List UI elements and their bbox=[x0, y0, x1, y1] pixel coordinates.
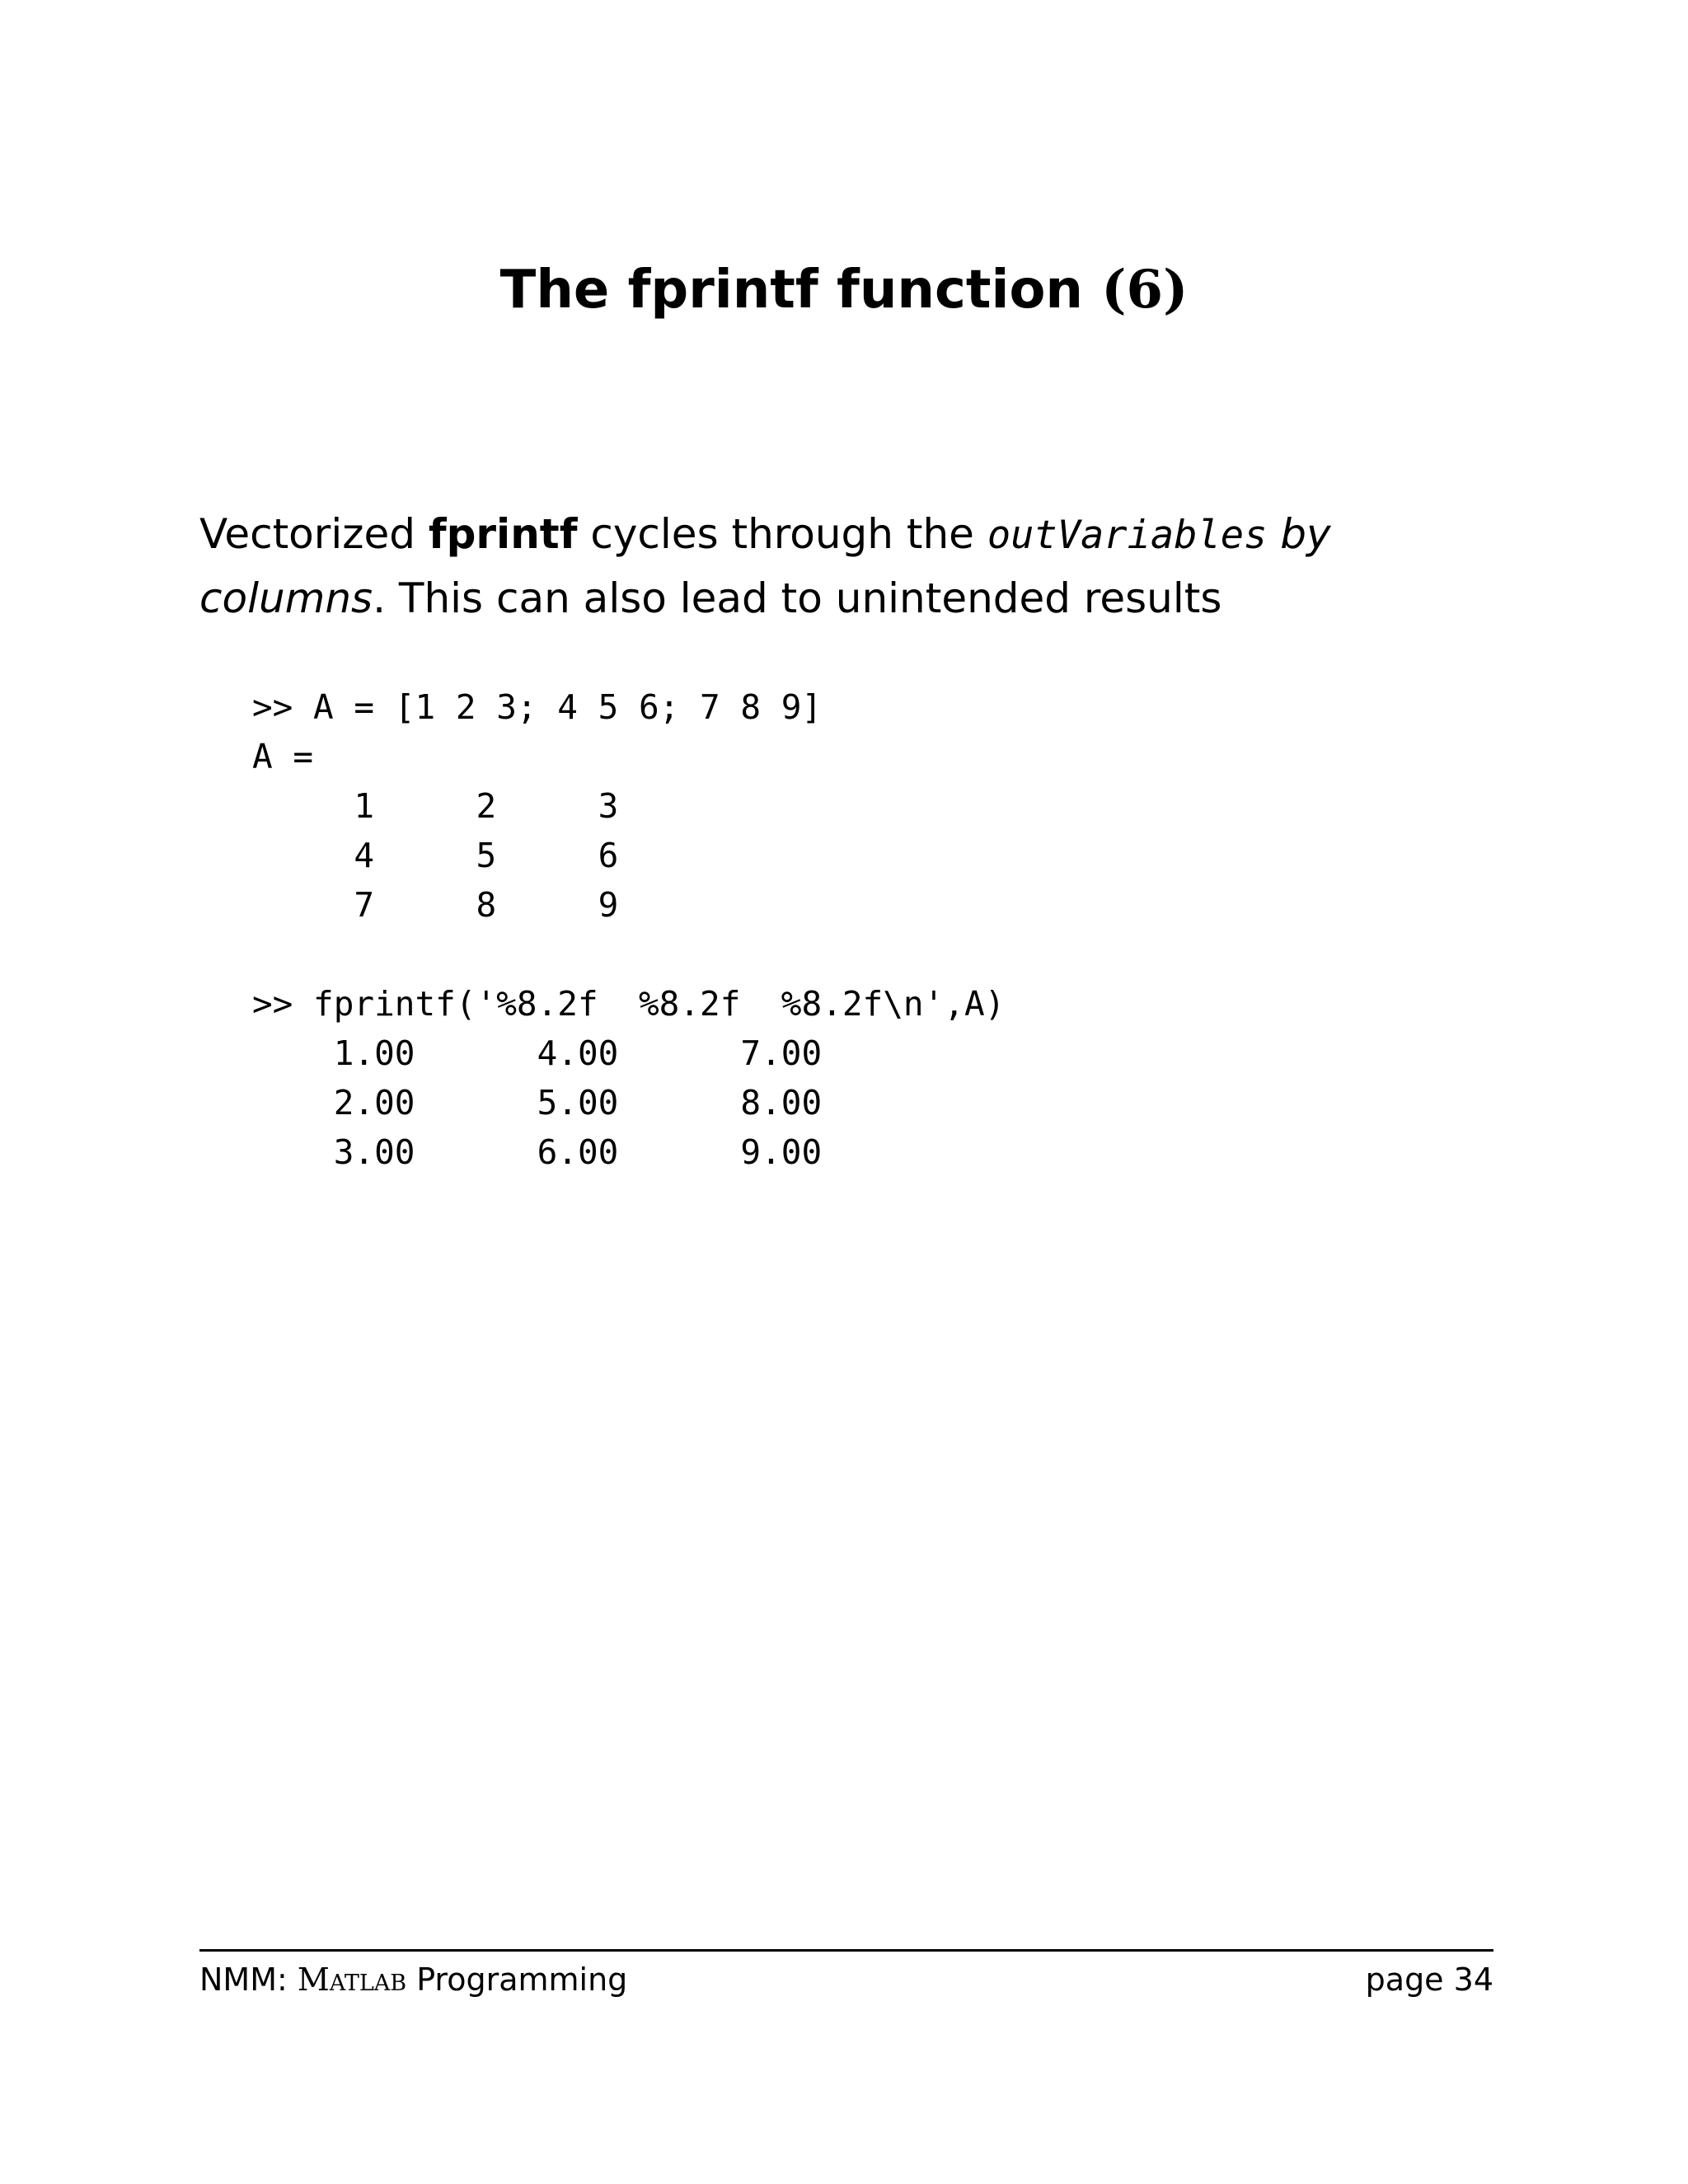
intro-text-3: . This can also lead to unintended results bbox=[373, 574, 1222, 622]
code-block-fprintf-output: >> fprintf('%8.2f %8.2f %8.2f\n',A) 1.00 4.00 7.00 2.00 5.00 8.00 3.00 6.00 9.00 bbox=[252, 984, 1006, 1172]
intro-text-1: Vectorized bbox=[199, 510, 429, 558]
footer-suffix: Programming bbox=[406, 1961, 628, 1998]
footer-divider bbox=[199, 1949, 1493, 1952]
intro-paragraph bbox=[199, 503, 1502, 630]
footer-course-label bbox=[199, 1960, 627, 1999]
intro-italic-by-columns: by columns bbox=[199, 510, 1331, 622]
footer-prefix: NMM: bbox=[199, 1961, 298, 1998]
slide-title-number: (6) bbox=[1101, 259, 1189, 321]
footer-matlab-smallcaps: Matlab bbox=[297, 1961, 407, 1998]
intro-text-2: cycles through the bbox=[577, 510, 987, 558]
intro-keyword-fprintf: fprintf bbox=[428, 510, 578, 558]
code-block-matrix-definition: >> A = [1 2 3; 4 5 6; 7 8 9] A = 1 2 3 4 5 6 7 8 9 bbox=[252, 687, 823, 925]
page-number: page 34 bbox=[1365, 1961, 1493, 1998]
slide-title bbox=[0, 259, 1688, 321]
slide-title-text: The fprintf function bbox=[499, 260, 1083, 321]
intro-code-outvariables: outVariables bbox=[987, 513, 1268, 558]
